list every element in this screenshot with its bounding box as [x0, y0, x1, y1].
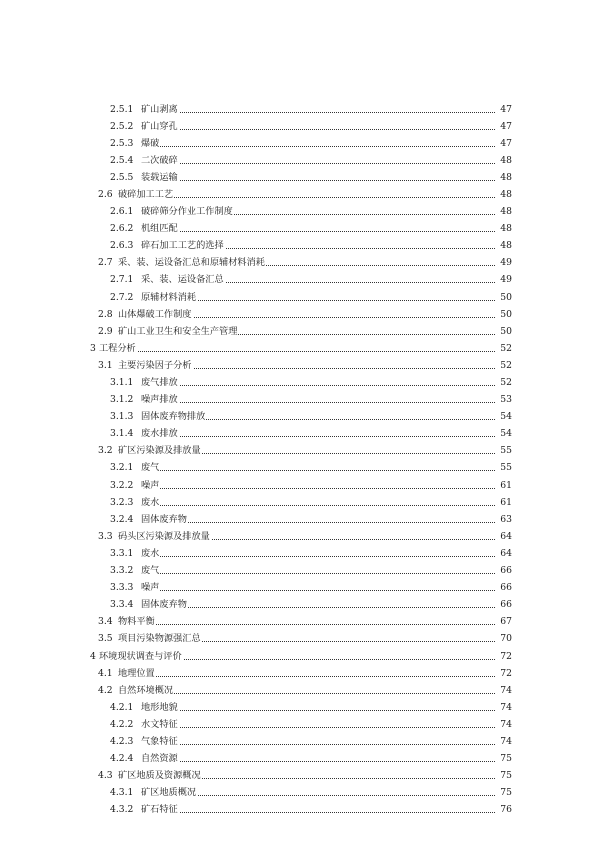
toc-entry-title: 矿山剥离 [141, 101, 179, 118]
toc-entry-title: 废气排放 [141, 374, 179, 391]
toc-entry[interactable] [0, 237, 595, 254]
toc-entry-number: 2.5.5 [110, 171, 134, 183]
toc-entry-number: 3.4 [98, 616, 113, 628]
toc-entry-page-number: 74 [496, 699, 512, 716]
toc-entry-page-number: 48 [496, 237, 512, 254]
toc-entry[interactable] [0, 135, 595, 152]
toc-entry-title: 固体废弃物 [141, 511, 188, 528]
toc-entry[interactable] [0, 169, 595, 186]
toc-entry[interactable] [0, 374, 595, 391]
toc-entry-number: 2.5.1 [110, 103, 134, 115]
toc-entry-number: 2.6.3 [110, 240, 134, 252]
toc-entry[interactable] [0, 408, 595, 425]
toc-dot-leader [141, 180, 497, 181]
toc-dot-leader [141, 505, 497, 506]
toc-entry-page-number: 72 [496, 665, 512, 682]
toc-entry-number: 3.3 [98, 530, 113, 542]
toc-entry-page-number: 66 [496, 596, 512, 613]
toc-entry-page-number: 61 [496, 477, 512, 494]
toc-entry-number: 4.2.1 [110, 701, 134, 713]
toc-entry-page-number: 54 [496, 425, 512, 442]
toc-entry-title: 原辅材料消耗 [141, 289, 197, 306]
toc-entry-page-number: 52 [496, 357, 512, 374]
toc-entry[interactable] [0, 511, 595, 528]
toc-entry[interactable] [0, 528, 595, 545]
toc-entry-page-number: 49 [496, 254, 512, 271]
toc-entry[interactable] [0, 425, 595, 442]
toc-entry-number: 3.1 [98, 359, 113, 371]
toc-entry-number: 3.2.4 [110, 513, 134, 525]
toc-entry-number: 2.5.4 [110, 154, 134, 166]
toc-entry[interactable] [0, 699, 595, 716]
toc-entry-title: 采、装、运设备汇总 [141, 271, 225, 288]
toc-entry-number: 4.3 [98, 770, 113, 782]
toc-entry[interactable] [0, 220, 595, 237]
toc-entry-title: 破碎筛分作业工作制度 [141, 203, 234, 220]
toc-entry-page-number: 63 [496, 511, 512, 528]
toc-entry-page-number: 48 [496, 203, 512, 220]
toc-entry-number: 4 [90, 650, 96, 662]
toc-entry-title: 矿石特征 [141, 801, 179, 818]
toc-entry-number: 3 [90, 342, 96, 354]
toc-entry-page-number: 72 [496, 648, 512, 665]
toc-entry-number: 3.2.1 [110, 462, 134, 474]
toc-dot-leader [141, 573, 497, 574]
toc-entry-number: 3.2 [98, 445, 113, 457]
toc-entry-number: 3.1.2 [110, 394, 134, 406]
toc-entry-page-number: 49 [496, 271, 512, 288]
toc-entry-title: 装载运输 [141, 169, 179, 186]
toc-entry-title: 噪声排放 [141, 391, 179, 408]
toc-entry-number: 3.2.2 [110, 479, 134, 491]
toc-entry-number: 4.2.3 [110, 735, 134, 747]
toc-entry[interactable] [0, 682, 595, 699]
toc-entry-page-number: 52 [496, 374, 512, 391]
toc-dot-leader [141, 146, 497, 147]
toc-entry-page-number: 55 [496, 442, 512, 459]
toc-entry-page-number: 76 [496, 801, 512, 818]
toc-entry-title: 废气 [141, 562, 160, 579]
toc-entry-title: 废水 [141, 545, 160, 562]
toc-entry[interactable] [0, 152, 595, 169]
toc-entry-number: 2.7 [98, 257, 113, 269]
toc-entry[interactable] [0, 271, 595, 288]
toc-entry-number: 2.5.3 [110, 137, 134, 149]
toc-entry-title: 码头区污染源及排放量 [118, 528, 211, 545]
toc-entry-page-number: 74 [496, 733, 512, 750]
toc-entry-number: 2.6 [98, 188, 113, 200]
toc-dot-leader [99, 351, 497, 352]
toc-dot-leader [141, 231, 497, 232]
toc-entry-number: 4.3.1 [110, 787, 134, 799]
toc-dot-leader [118, 624, 497, 625]
toc-entry-page-number: 48 [496, 169, 512, 186]
toc-entry-page-number: 52 [496, 340, 512, 357]
toc-entry-title: 采、装、运设备汇总和原辅材料消耗 [118, 254, 266, 271]
toc-entry-page-number: 47 [496, 118, 512, 135]
toc-entry-number: 3.1.3 [110, 411, 134, 423]
toc-dot-leader [118, 197, 497, 198]
toc-entry-page-number: 47 [496, 135, 512, 152]
toc-entry-number: 2.7.2 [110, 291, 134, 303]
toc-entry-page-number: 55 [496, 459, 512, 476]
toc-entry-title: 噪声 [141, 477, 160, 494]
toc-entry-title: 主要污染因子分析 [118, 357, 193, 374]
toc-entry[interactable] [0, 784, 595, 801]
toc-dot-leader [141, 556, 497, 557]
toc-entry-page-number: 54 [496, 408, 512, 425]
toc-entry-page-number: 74 [496, 682, 512, 699]
toc-entry-number: 3.1.1 [110, 377, 134, 388]
toc-entry[interactable] [0, 596, 595, 613]
toc-entry-page-number: 47 [496, 101, 512, 118]
toc-entry-page-number: 67 [496, 613, 512, 630]
toc-entry[interactable] [0, 562, 595, 579]
toc-entry[interactable] [0, 459, 595, 476]
toc-entry[interactable] [0, 767, 595, 784]
toc-entry-number: 3.2.3 [110, 496, 134, 508]
toc-entry-title: 噪声 [141, 579, 160, 596]
toc-entry-page-number: 48 [496, 220, 512, 237]
toc-entry-page-number: 66 [496, 562, 512, 579]
toc-entry-page-number: 75 [496, 750, 512, 767]
toc-entry[interactable] [0, 186, 595, 203]
toc-dot-leader [141, 385, 497, 386]
toc-dot-leader [141, 607, 497, 608]
toc-entry-page-number: 70 [496, 630, 512, 647]
toc-entry-number: 2.6.2 [110, 223, 134, 235]
toc-dot-leader [141, 163, 497, 164]
toc-entry-title: 物料平衡 [118, 613, 156, 630]
toc-entry[interactable] [0, 613, 595, 630]
toc-entry-number: 3.5 [98, 633, 113, 645]
toc-entry-number: 3.3.2 [110, 565, 134, 577]
toc-entry-page-number: 53 [496, 391, 512, 408]
toc-entry[interactable] [0, 340, 595, 357]
toc-entry-title: 矿山工业卫生和安全生产管理 [118, 323, 238, 340]
toc-entry-title: 矿区污染源及排放量 [118, 442, 202, 459]
toc-entry-title: 废水 [141, 494, 160, 511]
toc-entry-number: 4.2 [98, 684, 113, 696]
toc-dot-leader [141, 402, 497, 403]
toc-entry[interactable] [0, 477, 595, 494]
toc-dot-leader [141, 761, 497, 762]
toc-entry[interactable] [0, 716, 595, 733]
toc-entry[interactable] [0, 630, 595, 647]
toc-entry[interactable] [0, 665, 595, 682]
toc-entry-number: 2.7.1 [110, 274, 134, 286]
toc-entry-number: 3.1.4 [110, 428, 134, 440]
toc-entry-number: 2.9 [98, 325, 113, 337]
toc-entry-title: 环境现状调查与评价 [99, 648, 183, 665]
toc-entry-page-number: 48 [496, 186, 512, 203]
toc-entry[interactable] [0, 101, 595, 118]
toc-dot-leader [141, 436, 497, 437]
toc-entry-title: 地理位置 [118, 665, 156, 682]
toc-entry[interactable] [0, 801, 595, 818]
toc-entry-number: 3.3.3 [110, 582, 134, 594]
toc-entry-number: 2.5.2 [110, 120, 134, 132]
toc-entry-title: 废水排放 [141, 425, 179, 442]
toc-dot-leader [141, 590, 497, 591]
toc-entry-number: 4.2.4 [110, 753, 134, 765]
toc-entry-title: 山体爆破工作制度 [118, 306, 193, 323]
toc-entry-page-number: 75 [496, 767, 512, 784]
toc-entry[interactable] [0, 494, 595, 511]
toc-entry[interactable] [0, 306, 595, 323]
toc-entry[interactable] [0, 203, 595, 220]
toc-entry-number: 4.2.2 [110, 718, 134, 730]
toc-entry-page-number: 74 [496, 716, 512, 733]
toc-dot-leader [141, 710, 497, 711]
toc-entry-title: 破碎加工工艺 [118, 186, 174, 203]
toc-entry-page-number: 61 [496, 494, 512, 511]
toc-entry[interactable] [0, 648, 595, 665]
toc-entry-title: 自然环境概况 [118, 682, 174, 699]
toc-entry-title: 项目污染物源强汇总 [118, 630, 202, 647]
toc-entry-title: 二次破碎 [141, 152, 179, 169]
toc-entry[interactable] [0, 357, 595, 374]
toc-entry-page-number: 66 [496, 579, 512, 596]
toc-entry-title: 固体废弃物排放 [141, 408, 206, 425]
toc-entry[interactable] [0, 750, 595, 767]
toc-dot-leader [141, 112, 497, 113]
toc-dot-leader [141, 470, 497, 471]
toc-entry-title: 地形地貌 [141, 699, 179, 716]
toc-entry-title: 爆破 [141, 135, 160, 152]
toc-entry-title: 废气 [141, 459, 160, 476]
toc-entry-title: 自然资源 [141, 750, 179, 767]
toc-entry[interactable] [0, 118, 595, 135]
toc-entry[interactable] [0, 289, 595, 306]
toc-dot-leader [141, 744, 497, 745]
toc-dot-leader [118, 693, 497, 694]
toc-entry-title: 碎石加工工艺的选择 [141, 237, 225, 254]
toc-entry-number: 4.1 [98, 667, 113, 679]
toc-entry-number: 2.6.1 [110, 206, 134, 218]
toc-entry-page-number: 50 [496, 323, 512, 340]
toc-entry[interactable] [0, 442, 595, 459]
toc-entry-title: 矿区地质概况 [141, 784, 197, 801]
toc-entry-title: 工程分析 [99, 340, 137, 357]
toc-entry-page-number: 48 [496, 152, 512, 169]
toc-dot-leader [141, 812, 497, 813]
toc-entry-title: 水文特征 [141, 716, 179, 733]
toc-entry-page-number: 50 [496, 306, 512, 323]
toc-entry-title: 矿山穿孔 [141, 118, 179, 135]
toc-entry-title: 固体废弃物 [141, 596, 188, 613]
toc-dot-leader [141, 727, 497, 728]
toc-entry-number: 3.3.4 [110, 599, 134, 611]
toc-entry-page-number: 64 [496, 545, 512, 562]
table-of-contents [0, 101, 595, 819]
toc-entry-title: 机组匹配 [141, 220, 179, 237]
toc-dot-leader [118, 676, 497, 677]
toc-entry-title: 矿区地质及资源概况 [118, 767, 202, 784]
toc-entry-page-number: 50 [496, 289, 512, 306]
toc-entry-number: 2.8 [98, 308, 113, 320]
toc-dot-leader [141, 488, 497, 489]
toc-entry-number: 3.3.1 [110, 547, 134, 559]
toc-entry-number: 4.3.2 [110, 804, 134, 816]
toc-entry[interactable] [0, 391, 595, 408]
toc-entry-page-number: 75 [496, 784, 512, 801]
toc-entry[interactable] [0, 733, 595, 750]
toc-entry-page-number: 64 [496, 528, 512, 545]
toc-dot-leader [141, 129, 497, 130]
toc-entry[interactable] [0, 323, 595, 340]
toc-entry[interactable] [0, 545, 595, 562]
toc-entry[interactable] [0, 579, 595, 596]
toc-entry[interactable] [0, 254, 595, 271]
toc-entry-title: 气象特征 [141, 733, 179, 750]
toc-dot-leader [141, 522, 497, 523]
